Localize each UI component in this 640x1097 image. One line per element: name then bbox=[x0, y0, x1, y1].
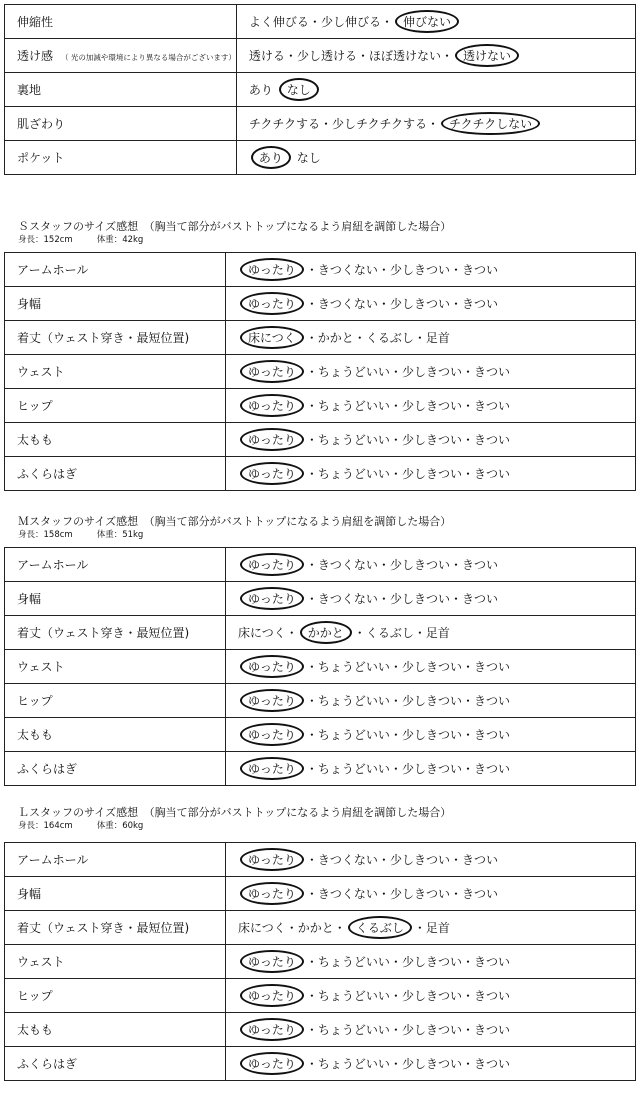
size-options-cell bbox=[226, 355, 636, 389]
option-separator: ・ bbox=[389, 467, 402, 481]
option-separator: ・ bbox=[377, 592, 390, 606]
option-text: きつくない bbox=[317, 592, 378, 606]
staff-heading: Ｍスタッフのサイズ感想 （胸当て部分がバストトップになるよう肩紐を調節した場合） bbox=[18, 515, 452, 528]
size-options-cell bbox=[226, 877, 636, 911]
option-text: 少しきつい bbox=[401, 955, 462, 969]
option-text: 少しきつい bbox=[401, 399, 462, 413]
option-text: きつくない bbox=[317, 887, 378, 901]
option-separator: ・ bbox=[305, 989, 318, 1003]
size-options-cell bbox=[226, 321, 636, 355]
option-separator: ・ bbox=[389, 989, 402, 1003]
selected-option-circled: ゆったり bbox=[240, 553, 304, 576]
option-separator: ・ bbox=[377, 263, 390, 277]
option-separator: ・ bbox=[353, 331, 366, 345]
selected-option-circled: ゆったり bbox=[240, 587, 304, 610]
size-label: アームホール bbox=[5, 253, 226, 287]
size-row bbox=[5, 616, 636, 650]
option-text: 少しきつい bbox=[401, 694, 462, 708]
option-text: ちょうどいい bbox=[317, 399, 390, 413]
size-row bbox=[5, 457, 636, 491]
size-options-cell bbox=[226, 389, 636, 423]
option-separator: ・ bbox=[389, 762, 402, 776]
option-separator: ・ bbox=[449, 853, 462, 867]
option-text: 足首 bbox=[425, 331, 450, 345]
size-options-cell bbox=[226, 684, 636, 718]
option-separator: ・ bbox=[305, 1023, 318, 1037]
option-separator: ・ bbox=[461, 762, 474, 776]
option-separator: ・ bbox=[449, 887, 462, 901]
size-label: ヒップ bbox=[5, 684, 226, 718]
size-options-cell bbox=[226, 1047, 636, 1081]
option-separator: ・ bbox=[377, 853, 390, 867]
staff-heading: Ｓスタッフのサイズ感想 （胸当て部分がバストトップになるよう肩紐を調節した場合） bbox=[18, 220, 452, 233]
option-text: 少しきつい bbox=[389, 853, 450, 867]
selected-option-circled: なし bbox=[279, 78, 319, 101]
option-text: 足首 bbox=[425, 921, 450, 935]
option-text: 少しきつい bbox=[401, 1057, 462, 1071]
selected-option-circled: ゆったり bbox=[240, 689, 304, 712]
property-row bbox=[5, 107, 636, 141]
staff-s-section bbox=[4, 218, 636, 500]
option-separator: ・ bbox=[389, 433, 402, 447]
size-table bbox=[4, 547, 636, 786]
size-label: ヒップ bbox=[5, 979, 226, 1013]
property-label: 肌ざわり bbox=[17, 117, 66, 131]
option-text: よく伸びる bbox=[248, 15, 309, 29]
option-text: きつい bbox=[473, 467, 510, 481]
size-label: 着丈（ウェスト穿き・最短位置) bbox=[5, 321, 226, 355]
size-row bbox=[5, 1013, 636, 1047]
selected-option-circled: ゆったり bbox=[240, 984, 304, 1007]
selected-option-circled: ゆったり bbox=[240, 848, 304, 871]
option-text: きつくない bbox=[317, 263, 378, 277]
property-options-cell bbox=[236, 73, 635, 107]
option-separator: ・ bbox=[461, 728, 474, 742]
size-options-cell bbox=[226, 1013, 636, 1047]
option-separator: ・ bbox=[449, 297, 462, 311]
option-separator: ・ bbox=[305, 297, 318, 311]
size-label: 着丈（ウェスト穿き・最短位置) bbox=[5, 911, 226, 945]
property-label-cell bbox=[5, 141, 237, 175]
property-row bbox=[5, 39, 636, 73]
option-text: 少しきつい bbox=[401, 1023, 462, 1037]
option-text: あり bbox=[248, 83, 273, 97]
option-separator: ・ bbox=[461, 399, 474, 413]
size-row bbox=[5, 548, 636, 582]
selected-option-circled: ゆったり bbox=[240, 360, 304, 383]
option-text: かかと bbox=[317, 331, 354, 345]
option-text: きつい bbox=[473, 1023, 510, 1037]
option-separator: ・ bbox=[305, 728, 318, 742]
option-separator: ・ bbox=[461, 955, 474, 969]
option-text: きつい bbox=[461, 297, 498, 311]
option-text: きつくない bbox=[317, 853, 378, 867]
option-text: ちょうどいい bbox=[317, 728, 390, 742]
size-label: アームホール bbox=[5, 843, 226, 877]
option-text: きつくない bbox=[317, 297, 378, 311]
size-row bbox=[5, 253, 636, 287]
option-text: きつい bbox=[473, 694, 510, 708]
option-separator: ・ bbox=[305, 592, 318, 606]
option-separator: ・ bbox=[461, 1023, 474, 1037]
size-options-cell bbox=[226, 945, 636, 979]
option-text: きつい bbox=[473, 955, 510, 969]
option-text: くるぶし bbox=[365, 331, 414, 345]
option-text: 少しチクチクする bbox=[331, 117, 428, 131]
staff-body-stats: 身長：152cm 体重：42kg bbox=[18, 235, 144, 245]
size-label: ふくらはぎ bbox=[5, 752, 226, 786]
selected-option-circled: ゆったり bbox=[240, 655, 304, 678]
option-separator: ・ bbox=[305, 331, 318, 345]
property-label: ポケット bbox=[17, 151, 65, 165]
property-options-cell bbox=[236, 39, 635, 73]
size-label: ふくらはぎ bbox=[5, 1047, 226, 1081]
option-separator: ・ bbox=[377, 297, 390, 311]
selected-option-circled: 伸びない bbox=[395, 10, 459, 33]
size-row bbox=[5, 945, 636, 979]
option-separator: ・ bbox=[461, 365, 474, 379]
size-row bbox=[5, 287, 636, 321]
size-options-cell bbox=[226, 287, 636, 321]
option-text: なし bbox=[296, 151, 321, 165]
option-separator: ・ bbox=[333, 921, 346, 935]
size-label: 身幅 bbox=[5, 877, 226, 911]
property-label-cell bbox=[5, 39, 237, 73]
option-text: ちょうどいい bbox=[317, 365, 390, 379]
option-separator: ・ bbox=[449, 592, 462, 606]
size-label: 着丈（ウェスト穿き・最短位置) bbox=[5, 616, 226, 650]
option-separator: ・ bbox=[440, 49, 453, 63]
option-text: きつい bbox=[473, 433, 510, 447]
option-text: ちょうどいい bbox=[317, 762, 390, 776]
option-text: 少し伸びる bbox=[320, 15, 381, 29]
size-options-cell bbox=[226, 457, 636, 491]
option-separator: ・ bbox=[413, 921, 426, 935]
option-separator: ・ bbox=[305, 762, 318, 776]
property-row bbox=[5, 73, 636, 107]
option-text: きつい bbox=[473, 660, 510, 674]
option-text: きつい bbox=[461, 853, 498, 867]
option-separator: ・ bbox=[305, 660, 318, 674]
option-text: かかと bbox=[297, 921, 334, 935]
option-separator bbox=[273, 83, 277, 97]
option-text: きつい bbox=[461, 592, 498, 606]
size-row bbox=[5, 582, 636, 616]
staff-body-stats: 身長：158cm 体重：51kg bbox=[18, 530, 144, 540]
size-options-cell bbox=[226, 548, 636, 582]
option-text: きつくない bbox=[317, 558, 378, 572]
property-label-cell bbox=[5, 107, 237, 141]
option-text: きつい bbox=[461, 263, 498, 277]
selected-option-circled: ゆったり bbox=[240, 428, 304, 451]
option-separator: ・ bbox=[377, 558, 390, 572]
size-row bbox=[5, 718, 636, 752]
property-label-cell bbox=[5, 5, 237, 39]
option-separator: ・ bbox=[305, 694, 318, 708]
option-text: ちょうどいい bbox=[317, 1057, 390, 1071]
option-separator: ・ bbox=[389, 955, 402, 969]
option-text: 少しきつい bbox=[389, 592, 450, 606]
option-separator: ・ bbox=[413, 626, 426, 640]
property-label: 透け感 bbox=[17, 49, 54, 63]
size-options-cell bbox=[226, 616, 636, 650]
size-label: ウェスト bbox=[5, 355, 226, 389]
option-separator: ・ bbox=[461, 1057, 474, 1071]
option-text: チクチクする bbox=[248, 117, 320, 131]
option-text: 少しきつい bbox=[401, 660, 462, 674]
option-text: きつい bbox=[473, 989, 510, 1003]
size-label: ウェスト bbox=[5, 650, 226, 684]
option-text: 床につく bbox=[238, 921, 286, 935]
option-separator: ・ bbox=[413, 331, 426, 345]
option-separator: ・ bbox=[389, 365, 402, 379]
selected-option-circled: 透けない bbox=[455, 44, 519, 67]
selected-option-circled: かかと bbox=[300, 621, 352, 644]
option-separator: ・ bbox=[449, 558, 462, 572]
option-text: きつい bbox=[473, 1057, 510, 1071]
size-options-cell bbox=[226, 423, 636, 457]
property-row bbox=[5, 5, 636, 39]
property-options-cell bbox=[236, 107, 635, 141]
option-text: ちょうどいい bbox=[317, 467, 390, 481]
option-separator: ・ bbox=[461, 694, 474, 708]
option-separator: ・ bbox=[305, 955, 318, 969]
selected-option-circled: ゆったり bbox=[240, 1052, 304, 1075]
option-text: ちょうどいい bbox=[317, 1023, 390, 1037]
option-text: 少しきつい bbox=[401, 467, 462, 481]
option-text: きつい bbox=[461, 558, 498, 572]
option-text: 少しきつい bbox=[401, 365, 462, 379]
option-separator: ・ bbox=[389, 660, 402, 674]
option-separator: ・ bbox=[380, 15, 393, 29]
option-text: 少しきつい bbox=[401, 762, 462, 776]
option-separator: ・ bbox=[305, 365, 318, 379]
size-row bbox=[5, 650, 636, 684]
option-separator: ・ bbox=[389, 399, 402, 413]
property-note: （ 光の加減や環境により異なる場合がございます） bbox=[61, 53, 236, 62]
size-row bbox=[5, 389, 636, 423]
option-text: 透ける bbox=[248, 49, 285, 63]
option-text: 少しきつい bbox=[389, 887, 450, 901]
size-label: 太もも bbox=[5, 423, 226, 457]
selected-option-circled: 床につく bbox=[240, 326, 304, 349]
size-row bbox=[5, 321, 636, 355]
property-options-cell bbox=[236, 5, 635, 39]
property-label: 裏地 bbox=[17, 83, 42, 97]
option-text: ほぼ透けない bbox=[368, 49, 441, 63]
option-separator: ・ bbox=[461, 467, 474, 481]
option-separator: ・ bbox=[285, 626, 298, 640]
selected-option-circled: くるぶし bbox=[348, 916, 412, 939]
property-label-cell bbox=[5, 73, 237, 107]
selected-option-circled: ゆったり bbox=[240, 462, 304, 485]
option-separator: ・ bbox=[377, 887, 390, 901]
option-separator: ・ bbox=[305, 399, 318, 413]
option-text: きつい bbox=[473, 728, 510, 742]
option-text: 少しきつい bbox=[389, 297, 450, 311]
option-separator: ・ bbox=[353, 626, 366, 640]
option-separator: ・ bbox=[427, 117, 440, 131]
size-options-cell bbox=[226, 253, 636, 287]
size-options-cell bbox=[226, 582, 636, 616]
property-row bbox=[5, 141, 636, 175]
option-separator: ・ bbox=[389, 694, 402, 708]
option-text: くるぶし bbox=[365, 626, 414, 640]
staff-heading: Ｌスタッフのサイズ感想 （胸当て部分がバストトップになるよう肩紐を調節した場合） bbox=[18, 806, 452, 819]
option-text: きつい bbox=[461, 887, 498, 901]
size-row bbox=[5, 355, 636, 389]
size-label: 太もも bbox=[5, 1013, 226, 1047]
option-separator: ・ bbox=[461, 433, 474, 447]
property-options-cell bbox=[236, 141, 635, 175]
selected-option-circled: チクチクしない bbox=[441, 112, 540, 135]
option-text: ちょうどいい bbox=[317, 694, 390, 708]
size-label: 身幅 bbox=[5, 582, 226, 616]
option-separator: ・ bbox=[389, 1023, 402, 1037]
option-separator: ・ bbox=[305, 853, 318, 867]
option-separator: ・ bbox=[461, 989, 474, 1003]
option-text: 少し透ける bbox=[296, 49, 357, 63]
option-separator: ・ bbox=[305, 263, 318, 277]
option-text: ちょうどいい bbox=[317, 955, 390, 969]
option-separator: ・ bbox=[284, 49, 297, 63]
selected-option-circled: ゆったり bbox=[240, 292, 304, 315]
properties-table bbox=[4, 4, 636, 175]
size-row bbox=[5, 423, 636, 457]
option-text: ちょうどいい bbox=[317, 433, 390, 447]
option-text: ちょうどいい bbox=[317, 989, 390, 1003]
staff-l-section bbox=[4, 804, 636, 1093]
size-options-cell bbox=[226, 650, 636, 684]
option-text: ちょうどいい bbox=[317, 660, 390, 674]
option-text: 少しきつい bbox=[389, 558, 450, 572]
size-options-cell bbox=[226, 843, 636, 877]
option-separator: ・ bbox=[305, 433, 318, 447]
property-label: 伸縮性 bbox=[17, 15, 54, 29]
selected-option-circled: ゆったり bbox=[240, 950, 304, 973]
size-row bbox=[5, 1047, 636, 1081]
option-separator: ・ bbox=[308, 15, 321, 29]
size-label: アームホール bbox=[5, 548, 226, 582]
size-row bbox=[5, 684, 636, 718]
option-text: 少しきつい bbox=[389, 263, 450, 277]
option-separator: ・ bbox=[461, 660, 474, 674]
size-label: ウェスト bbox=[5, 945, 226, 979]
option-text: 床につく bbox=[238, 626, 286, 640]
option-text: きつい bbox=[473, 762, 510, 776]
size-row bbox=[5, 752, 636, 786]
option-text: 少しきつい bbox=[401, 989, 462, 1003]
selected-option-circled: ゆったり bbox=[240, 258, 304, 281]
size-options-cell bbox=[226, 979, 636, 1013]
size-options-cell bbox=[226, 911, 636, 945]
staff-m-section bbox=[4, 513, 636, 796]
option-text: きつい bbox=[473, 399, 510, 413]
size-row bbox=[5, 843, 636, 877]
option-separator: ・ bbox=[389, 728, 402, 742]
option-separator: ・ bbox=[285, 921, 298, 935]
selected-option-circled: ゆったり bbox=[240, 723, 304, 746]
size-row bbox=[5, 979, 636, 1013]
size-label: ヒップ bbox=[5, 389, 226, 423]
selected-option-circled: ゆったり bbox=[240, 394, 304, 417]
size-label: 太もも bbox=[5, 718, 226, 752]
selected-option-circled: ゆったり bbox=[240, 1018, 304, 1041]
option-text: 足首 bbox=[425, 626, 450, 640]
size-options-cell bbox=[226, 718, 636, 752]
size-label: 身幅 bbox=[5, 287, 226, 321]
option-separator: ・ bbox=[449, 263, 462, 277]
option-separator: ・ bbox=[319, 117, 332, 131]
option-text: 少しきつい bbox=[401, 728, 462, 742]
size-row bbox=[5, 877, 636, 911]
size-label: ふくらはぎ bbox=[5, 457, 226, 491]
option-separator: ・ bbox=[356, 49, 369, 63]
size-table bbox=[4, 842, 636, 1081]
selected-option-circled: あり bbox=[251, 146, 291, 169]
staff-body-stats: 身長：164cm 体重：60kg bbox=[18, 821, 144, 831]
option-separator: ・ bbox=[389, 1057, 402, 1071]
selected-option-circled: ゆったり bbox=[240, 882, 304, 905]
selected-option-circled: ゆったり bbox=[240, 757, 304, 780]
size-options-cell bbox=[226, 752, 636, 786]
option-text: きつい bbox=[473, 365, 510, 379]
option-separator: ・ bbox=[305, 467, 318, 481]
option-separator: ・ bbox=[305, 1057, 318, 1071]
size-table bbox=[4, 252, 636, 491]
option-text: 少しきつい bbox=[401, 433, 462, 447]
size-row bbox=[5, 911, 636, 945]
option-separator: ・ bbox=[305, 558, 318, 572]
option-separator: ・ bbox=[305, 887, 318, 901]
